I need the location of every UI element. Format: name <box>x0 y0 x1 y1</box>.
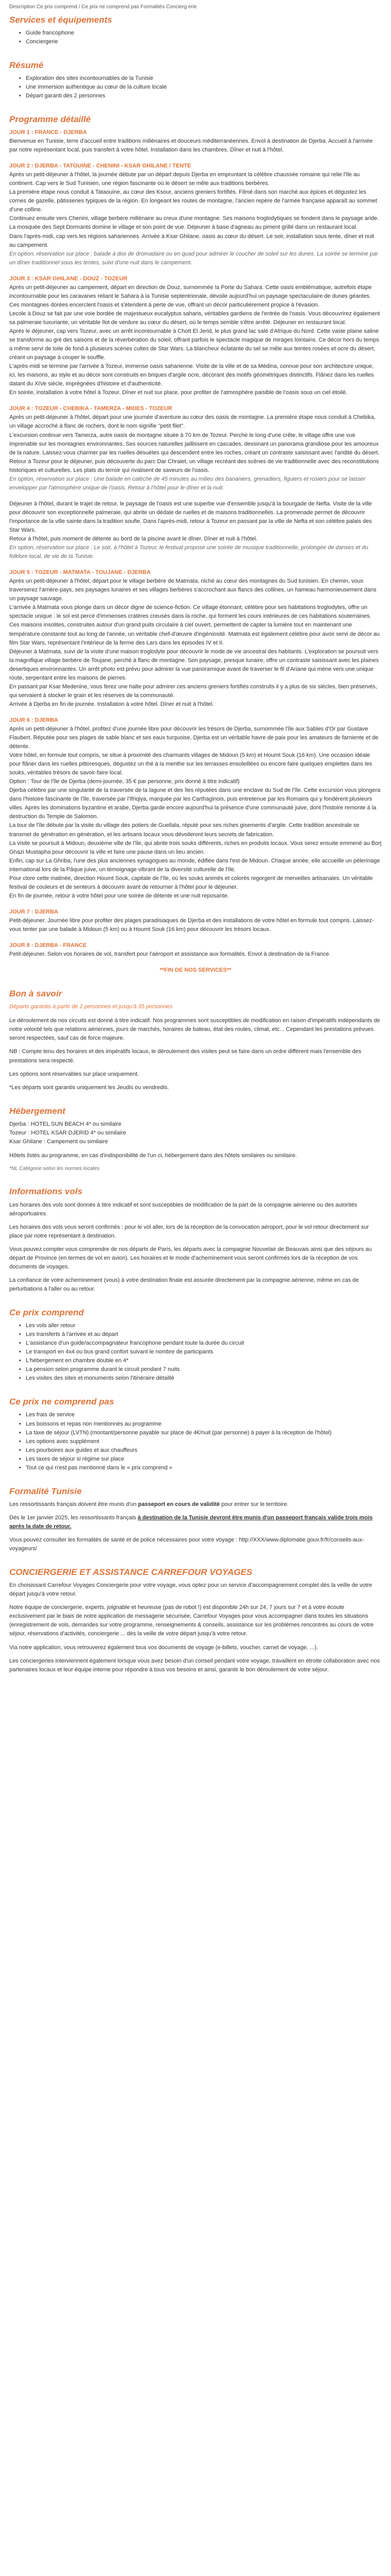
list-item: • Exploration des sites incontournables de la Tunisie <box>26 74 382 83</box>
programme-title: Programme détaillé <box>9 114 91 124</box>
list-item: • Départ garanti dès 2 personnes <box>26 92 382 100</box>
list-item: • Les boissons et repas non mentionnés au programme <box>26 1420 382 1429</box>
list-item: • Les visites des sites et monuments selon l'itinéraire détaillé <box>26 1374 382 1383</box>
paragraph: Notre équipe de conciergerie, experts, joignable et heureuse (pas de robot !) est disponible 24h sur 24, 7 jours sur 7 et à votre écoute exclusivement par le biais de notre application de messagerie sécurisée, Carrefour Voyages pour vous accompagner dans toutes les situations (enregistrement de vols, demandes sur votre programme, renseignements & conseils, assistance sur les problèmes rencontrés au cours de votre séjour, réservations d'activités, conciergerie ... dès la veille de votre départ jusqu'à votre retour. <box>9 1604 374 1637</box>
day-block <box>9 500 382 561</box>
list-item: • Les frais de service <box>26 1411 382 1419</box>
day-paragraph: Votre hôtel, en formule tout compris, se situe à proximité des charmants villages de Midoun (5 km) et Houmt Souk (16 km). Une occasion idéale pour flâner dans les ruelles pittoresques, dégustez un thé à la menthe sur les terrasses ensoleillées ou encore faire quelques emplettes dans les souks, véritables trésors de savoir-faire local. <box>9 752 372 776</box>
list-item: • Guide francophone <box>26 29 382 38</box>
infos-vols-title: Informations vols <box>9 1187 83 1197</box>
category-note: *NL Catégorie selon les normes locales <box>9 1165 100 1172</box>
day-paragraph: Dans l'après-midi, cap vers les régions sahariennes. Arrivée à Ksar Ghilane, oasis au cœur du désert. Le soir, installation sous tente, dîner et nuit au campement. <box>9 233 374 248</box>
day-title: JOUR 5 : TOZEUR - MATMATA - TOUJANE - DJERBA <box>9 569 151 576</box>
paragraph: En choisissant Carrefour Voyages Conciergerie pour votre voyage, vous optez pour un service d'accompagnement complet dès la veille de votre départ jusqu'à votre retour. <box>9 1582 372 1598</box>
day-paragraph: Petit-déjeuner. Selon vos horaires de vol, transfert pour l'aéroport et assistance aux formalités. Envol à destination de la France. <box>9 951 331 958</box>
formalite-title: Formalité Tunisie <box>9 1486 82 1496</box>
hotel-line: Djerba : HOTEL SUN BEACH 4* ou similaire <box>9 1121 122 1127</box>
paragraph: Les horaires des vols vous seront confirmés : pour le vol aller, lors de la réception de la convocation aéroport, pour le vol retour directement sur place par notre représentant à destination. <box>9 1224 369 1239</box>
day-title: JOUR 3 : KSAR GHILANE - DOUZ - TOZEUR <box>9 275 127 282</box>
day-block <box>9 404 382 492</box>
day-paragraph: La tour de l'île débute par la visite du village des potiers de Guellala, réputé pour ses riches gisements d'argile. Cette tradition ancestrale se transmet de génération en génération, et les artisans locaux vous dévoileront leurs secrets de fabrication. <box>9 822 360 838</box>
list-item: • Les options avec supplément <box>26 1437 382 1446</box>
day-paragraph: Retour à l'hôtel, puis moment de détente au bord de la piscine avant le dîner. Dîner et nuit à l'hôtel. <box>9 536 258 543</box>
day-block <box>9 908 382 934</box>
day-block <box>9 275 382 398</box>
day-paragraph: L'excursion continue vers Tamerza, autre oasis de montagne située à 70 km de Tozeur. Perché le long d'une crête, le village offre une vue imprenable sur les montagnes environnantes. Ses sources naturelles jaillissent en cascades, dessinant un panorama grandiose pour les amoureux de la nature. Laissez-vous charmer par les ruelles désuètes qui descendent entre les roches, créant un contraste saisissant avec l'aridité du désert. <box>9 432 380 456</box>
top-tab-links[interactable]: Description Ce prix comprend / Ce prix ne comprend pas Formalités Concierg erie <box>9 4 197 10</box>
day-paragraph: Option : Tour de l'île de Djerba (demi-journée, 35 € par personne, prix donné à titre indicatif) <box>9 778 240 785</box>
day-paragraph: L'après-midi se termine par l'arrivée à Tozeur, immense oasis saharienne. Visite de la ville et de sa Médina, connue pour son architecture unique, ici, les maisons, au style et au décor sont construits en briques d'argile ocre, décorant des motifs géométriques distinctifs. Flânez dans les ruelles datant du XIVe siècle, imprégnées d'histoire et d'authenticité. <box>9 363 374 387</box>
day-paragraph: Déjeuner à l'hôtel, durant le trajet de retour, le paysage de l'oasis est une superbe vue d'ensemble jusqu'à la bourgade de Nefta. Visite de la ville pour découvrir son exceptionnelle palmeraie, qui abrite un dédale de ruelles et de maisons traditionnelles. La promenade permet de découvrir l'importance de la ville sainte dans la tradition soufie. Dans l'après-midi, retour à Tozeur en passant par la ville de Nefta et son célèbre palais des Star Wars. <box>9 500 372 533</box>
paragraph: La confiance de votre acheminement (vous) à votre destination finale est assurée directement par la compagnie aérienne, même en cas de perturbations à l'aller ou au retour. <box>9 1277 359 1292</box>
list-item: • L'hébergement en chambre double en 4* <box>26 1357 382 1365</box>
prix-comprend-title: Ce prix comprend <box>9 1307 84 1317</box>
day-block <box>9 716 382 901</box>
day-paragraph: Déjeuner à Matmata, suivi de la visite d'une maison troglodyte pour découvrir le mode de vie ancestral des habitants. L'exploration se poursuit vers la magnifique village berbère de Toujane, perché à flanc de montagne. Son paysage, presque lunaire, offre un contraste saisissant avec les plaines desertiques environnantes. Un arrêt photo est prévu pour admirer la vue panoramique avant de traverser le fil d'Ariane qui mène vers une unique route, serpentant entre les maisons de pierres. <box>9 648 379 681</box>
paragraph: Les horaires des vols sont donnés à titre indicatif et sont susceptibles de modification de la part de la compagnie aérienne ou des autorités aéroportuaires. <box>9 1201 357 1217</box>
end-of-services: **FIN DE NOS SERVICES** <box>159 967 232 974</box>
paragraph: *Les départs sont garantis uniquement les Jeudis ou vendredis. <box>9 1084 169 1091</box>
option-paragraph: En option, réservation sur place : Le soir, à l'hôtel à Tozeur, le festival propose une soirée de musique traditionnelle, prolongée de danses et du folklore local, de vie de la Tunisie. <box>9 545 368 560</box>
prix-comprend-list <box>9 1321 382 1383</box>
day-block <box>9 568 382 709</box>
services-list <box>9 29 382 46</box>
resume-title: Résumé <box>9 60 44 70</box>
paragraph: Les options sont réservables sur place uniquement. <box>9 1071 139 1077</box>
paragraph: Vous pouvez compter vous comprendre de nos départs de Paris, les départs avec la compagnie Nouvelair de Beauvais ainsi que des séjours au départ de Province (en termes de vol en avion). Les horaires et le mode d'acheminement vous seront confirmés lors de la réception de vos documents de voyages. <box>9 1246 372 1270</box>
day-paragraph: Après le déjeuner, cap vers Tozeur, avec un arrêt incontournable à Chott El Jerid, le plus grand lac salé d'Afrique du Nord. Cette vaste plaine saline se transforme au gré des saisons et de la réverbération du soleil, offrant parfois le spectacle magique de mirages lointains. Ce décor hors du temps a même servi de toile de fond à plusieurs scènes cultes de Star Wars. La blancheur éclatante du sel se mêle aux teintes rosées et ocre du désert, créant un paysage à couper le souffle. <box>9 328 380 361</box>
paragraph: Les conciergeries interviennent également lorsque vous avez besoin d'un conseil pendant votre voyage, travaillent en étroite collaboration avec nos partenaires locaux et leur équipe interne pour répondre à tous vos besoins et ainsi, garantir le bon déroulement de votre séjour. <box>9 1657 380 1673</box>
list-item: • Une immersion authentique au cœur de la culture locale <box>26 83 382 92</box>
day-paragraph: Arrivée à Djerba en fin de journée. Installation à votre hôtel. Dîner et nuit à l'hôtel. <box>9 701 214 707</box>
list-item: • Les pourboires aux guides et aux chauffeurs <box>26 1446 382 1455</box>
day-paragraph: La première étape nous conduit à Tataouine, au cœur des Ksour, anciens greniers fortifiés. Filmé dans son marché aux épices et dégustez les cornes de gazelle, pâtisseries typiques de la région. En longeant les routes de montagne, l'ancien repère de l'armée française apparaît au sommet d'une colline. <box>9 189 377 213</box>
paragraph: NB : Compte tenu des horaires et des impératifs locaux, le déroulement des visites peut se faire dans un ordre différent mais l'ensemble des prestations sera respecté. <box>9 1048 362 1064</box>
formalite-link-paragraph[interactable]: Vous pouvez consulter les formalités de santé et de police nécessaires pour votre voyage : http://XXX/www.diplomatie.gouv.fr/fr/conseils-aux-voyageurs/ <box>9 1537 364 1552</box>
hotel-line: Ksar Ghilane : Campement ou similaire <box>9 1138 108 1145</box>
day-title: JOUR 1 : FRANCE - DJERBA <box>9 129 87 136</box>
day-block <box>9 941 382 959</box>
day-paragraph: Bienvenue en Tunisie, terre d'accueil entre traditions millénaires et douceurs méditerranéennes. Envol à destination de Djerba. Accueil à l'arrivée par notre représentant local, puis transfert à votre hôtel. Installation dans les chambres. Dîner et nuit à l'hôtel. <box>9 138 373 154</box>
list-item: • L'assistance d'un guide/accompagnateur francophone pendant toute la durée du circuit <box>26 1339 382 1348</box>
day-paragraph: En soirée, installation à votre hôtel à Tozeur. Dîner et nuit sur place, pour profiter de l'atmosphère paisible de l'oasis sous un ciel étoilé. <box>9 389 348 396</box>
day-paragraph: Pour clore cette matinée, direction Houmt Souk, capitale de l'île, où les souks animés et colorés regorgent de merveilles artisanales. Un véritable festival de couleurs et de senteurs à découvrir avant de retourner à l'hôtel pour le déjeuner. <box>9 875 373 890</box>
list-item: • La taxe de séjour (LVTN) (montant/personne payable sur place de 4€/nuit (par personne) à payer à la réception de l'hôtel) <box>26 1429 382 1437</box>
list-item: • Tout ce qui n'est pas mentionné dans le « prix comprend » <box>26 1464 382 1472</box>
services-title: Services et équipements <box>9 14 112 25</box>
day-paragraph: Retour à Tozeur pour le déjeuner, puis découverte du parc Dar Chraiet, un village recréant des scènes de vie traditionnelle avec des reconstitutions historiques et culturelles. Les plats du terroir qui rivalisent de saveurs de l'oasis. <box>9 458 379 473</box>
day-paragraph: L'arrivée à Matmata vous plonge dans un décor digne de science-fiction. Ce village étonnant, célèbre pour ses habitations troglodytes, offre un spectacle unique : le sol est percé d'immenses cratères creusés dans la roche, qui forment les cours intérieures de ces habitations souterraines. Ces maisons insolites, construites autour d'un grand puits circulaire à ciel ouvert, permettent de capter la lumière tout en maintenant une température constante tout au long de l'année, un véritable chef-d'œuvre d'ingéniosité. Matmata est également célèbre pour avoir servi de décor au film Star Wars, représentant l'intérieur de la ferme des Lars dans les épisodes IV et II. <box>9 604 380 646</box>
day-title: JOUR 4 : TOZEUR - CHEBIKA - TAMERZA - MIDES - TOZEUR <box>9 405 172 412</box>
prix-ne-comprend-pas-title: Ce prix ne comprend pas <box>9 1397 115 1407</box>
hebergement-title: Hébergement <box>9 1106 66 1116</box>
hotel-note: Hôtels listés au programme, en cas d'indisponibilité de l'un ci, hébergement dans des hôtels similaires ou similaire. <box>9 1152 297 1159</box>
day-paragraph: Continuez ensuite vers Chenini, village berbère millénaire au creux d'une montagne. Ses maisons troglodytiques se fondent dans le paysage aride. La mosquée des Sept Dormants domine le village et son point de vue. Déjeuner à base d'agneau au piment grillé dans un restaurant local. <box>9 215 379 231</box>
option-paragraph: En option, réservation sur place : balade à dos de dromadaire ou en quad pour admirer le coucher de soleil sur les dunes. La soirée se termine par un dîner traditionnel sous les tentes, suivi d'une nuit dans le campement. <box>9 250 378 266</box>
list-item: • La pension selon programme durant le circuit pendant 7 nuits <box>26 1365 382 1374</box>
list-item: • Conciergerie <box>26 38 382 46</box>
day-paragraph: Après un petit-déjeuner au campement, départ en direction de Douz, surnommée la Porte du Sahara. Cette oasis emblématique, autrefois étape incontournable pour les caravanes reliant le Sahara à la Tunisie septentrionale, dévoile aujourd'hui un paysage spectaculaire de dunes géantes. Ces montagnes dorées encerclent l'oasis et s'étendent à perte de vue, offrant un décor particulièrement propice à l'évasion. <box>9 284 372 308</box>
hotel-line: Tozeur : HOTEL KSAR DJERID 4* ou similaire <box>9 1129 126 1136</box>
day-paragraph: En fin de journée, retour à votre hôtel pour une soirée de détente et une nuit reposante. <box>9 892 229 899</box>
passport-paragraph: Les ressortissants français doivent être munis d'un passeport en cours de validité pour entrer sur le territoire. <box>9 1501 289 1507</box>
day-paragraph: Djerba célèbre par une singularité de la traversée de la lagune et des îles réputées dans une enclave du Sud de l'île. Cette excursion vous plongera dans l'histoire fascinante de l'île, traversée par l'Ifriqiya, marquée par les Carthaginois, puis entretenue par les Romains qui y fondèrent plusieurs villes. Après les dominations byzantine et arabe, Djerba garde encore aujourd'hui la présence d'une communauté juive, dont l'histoire remonte à la destruction du Temple de Salomon. <box>9 787 381 820</box>
day-paragraph: Après un petit-déjeuner à l'hôtel, profitez d'une journée libre pour découvrir les trésors de Djerba, surnommée l'île aux Sables d'Or par Gustave Flaubert. Réputée pour ses plages de sable blanc et ses eaux turquoise, Djerba est un véritable havre de paix pour les amateurs de farniente et de détente. <box>9 725 379 750</box>
bon-a-savoir-title: Bon à savoir <box>9 989 62 999</box>
programme-days <box>9 128 382 959</box>
day-paragraph: Après un petit-déjeuner à l'hôtel, départ pour une journée d'aventure au cœur des oasis de montagne. La première étape nous conduit à Chebika, un village accroché à flanc de rochers, dont le nom signifie "petit filet". <box>9 414 376 430</box>
passport-2025-paragraph: Dès le 1er janvier 2025, les ressortissants français à destination de la Tunisie devront être munis d'un passeport français valide trois mois après la date de retour. <box>9 1514 373 1530</box>
day-title: JOUR 7 : DJERBA <box>9 908 58 915</box>
day-block <box>9 128 382 155</box>
day-title: JOUR 6 : DJERBA <box>9 717 58 723</box>
option-paragraph: En option, réservation sur place : Une balade en calèche de 45 minutes au milieu des bananiers, grenadiers, figuiers et rosiers pour se laisser envelopper par l'atmosphère unique de l'oasis. Retour à l'hôtel pour le dîner et la nuit. <box>9 476 366 491</box>
day-title: JOUR 2 : DJERBA - TATOUINE - CHENINI - KSAR GHILANE / TENTE <box>9 163 191 170</box>
day-paragraph: La visite se poursuit à Midoun, deuxième ville de l'île, qui abrite trois souks différents, riches en produits locaux. Vous serez ensuite emmené au Borj Ghazi Mustapha pour découvrir la ville et faire une pause dans un lieu ancien. <box>9 840 382 855</box>
day-paragraph: Enfin, cap sur La Ghriba, l'une des plus anciennes synagogues au monde, édifiée dans l'est de Midoun. Chaque année, elle accueille un pèlerinage international lors de la Pâque juive, un témoignage vibrant de la diversité culturelle de l'île. <box>9 857 380 873</box>
list-item: • Les taxes de séjour si régime sur place <box>26 1455 382 1464</box>
list-item: • Le transport en 4x4 ou bus grand confort suivant le nombre de participants <box>26 1348 382 1357</box>
day-paragraph: Lecole à Douz se fait par une voie bordée de majestueux eucalyptus saharis, véritables gardiens de l'entrée de l'oasis. Vous découvrirez également sa palmeraie luxuriante, un véritable îlot de verdure au cœur du désert, où le temps semble s'être arrêté. Déjeuner en restaurant local. <box>9 310 380 326</box>
list-item: • Les vols aller retour <box>26 1321 382 1330</box>
day-block <box>9 162 382 267</box>
day-paragraph: Petit-déjeuner. Journée libre pour profiter des plages paradisiaques de Djerba et des installations de votre hôtel en formule tout compris. Laissez-vous tenter par une balade à Midoun (5 km) ou à Houmt Souk (16 km) pour découvrir les trésors locaux. <box>9 917 374 933</box>
day-paragraph: Après un petit-déjeuner à l'hôtel, la journée débute par un départ depuis Djerba en empruntant la célèbre chaussée romaine qui relie l'île au continent. Cap vers le Sud Tunisien, une région fascinante où le désert se mêle aux traditions berbères. <box>9 172 360 187</box>
day-paragraph: En passant par Ksar Medenine, vous ferez une halte pour admirer ces anciens greniers fortifiés construits il y a plus de six siècles, bien préservés, qui servaient à stocker le grain et les réserves de la communauté. <box>9 683 377 699</box>
list-item: • Les transferts à l'arrivée et au départ <box>26 1330 382 1339</box>
paragraph: Via notre application, vous retrouverez également tous vos documents de voyage (e-billets, voucher, carnet de voyage, ...). <box>9 1644 318 1651</box>
day-title: JOUR 8 : DJERBA - FRANCE <box>9 942 87 949</box>
prix-ne-comprend-pas-list <box>9 1411 382 1472</box>
resume-list <box>9 74 382 100</box>
day-paragraph: Après un petit-déjeuner à l'hôtel, départ pour le village berbère de Matmata, niché au cœur des montagnes du Sud tunisien. En chemin, vous traverserez l'arrière-pays, ses paysages lunaires et ses villages berbères s'accrochant aux flancs des collines, un hameau harmonieusement dans un paysage sauvage. <box>9 578 377 602</box>
paragraph: Le déroulement de nos circuits est donné à titre indicatif. Nos programmes sont susceptibles de modification en raison d'impératifs indépendants de notre volonté tels que relations aériennes, jours de marchés, horaires de bateau, état des routes, climat, etc... Cependant les prestations prévues seront respectées, sauf cas de force majeure. <box>9 1018 380 1042</box>
departs-garantis: Départs garantis à partir de 2 personnes et jusqu'à 35 personnes <box>9 1004 173 1010</box>
conciergerie-title: CONCIERGERIE ET ASSISTANCE CARREFOUR VOYAGES <box>9 1567 253 1578</box>
